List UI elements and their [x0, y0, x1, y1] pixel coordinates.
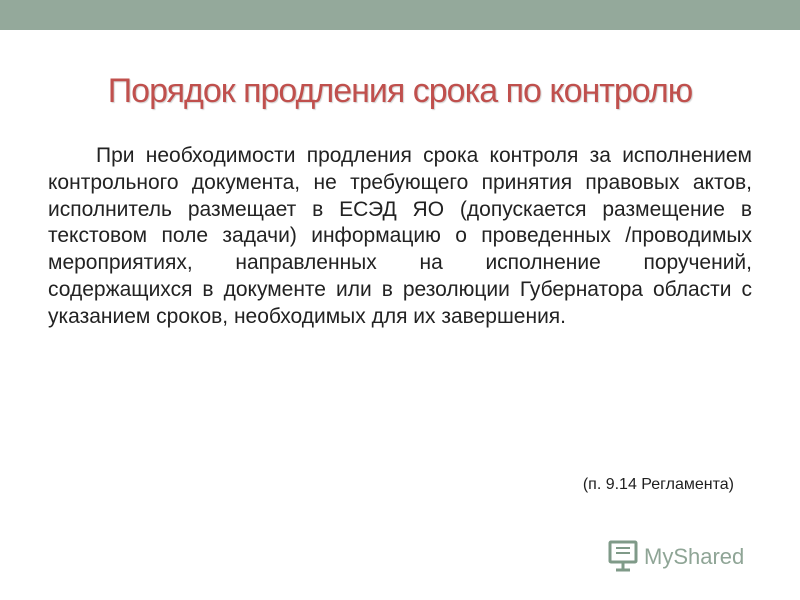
myshared-logo: [606, 538, 766, 574]
top-accent-bar: [0, 0, 800, 30]
myshared-watermark: [606, 538, 766, 574]
presentation-board-icon: [610, 542, 636, 570]
watermark-text: MyShared: [644, 544, 745, 569]
slide-title: Порядок продления срока по контролю: [107, 72, 693, 110]
regulation-reference: (п. 9.14 Регламента): [582, 476, 734, 493]
main-paragraph: При необходимости продления срока контроля за исполнением контрольного документа, не требующего принятия правовых актов, исполнитель размещает в ЕСЭД ЯО (допускается размещение в текстовом поле задачи) информацию о проведенных /проводимых мероприятиях, направленных на исполнение поручений, содержащихся в документе или в резолюции Губернатора области с указанием сроков, необходимых для их завершения.: [48, 144, 752, 328]
